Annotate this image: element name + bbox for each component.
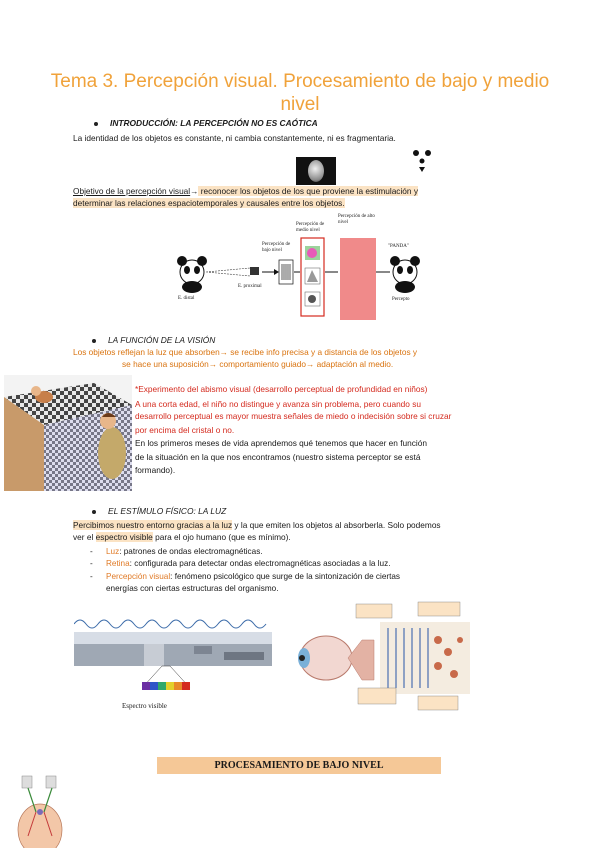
funcion-line1: Los objetos reflejan la luz que absorben→ se recibe info precisa y a distancia de los objetos y bbox=[73, 347, 418, 357]
objetivo-arrow: → bbox=[190, 186, 199, 196]
objetivo-text1: reconocer los objetos de los que proviene la estimulación y bbox=[198, 186, 418, 196]
page-title: Tema 3. Percepción visual. Procesamiento de bajo y medio nivel bbox=[50, 71, 550, 115]
estimulo-p1-rest: y la que emiten los objetos al absorberla. Solo podemos bbox=[232, 520, 441, 530]
bullet-icon bbox=[92, 510, 96, 514]
estimulo-p2a: ver el bbox=[73, 532, 96, 542]
label-proximal: E. proximal bbox=[238, 284, 262, 289]
intro-heading-text: INTRODUCCIÓN: LA PERCEPCIÓN NO ES CAÓTICA bbox=[110, 118, 318, 128]
estimulo-heading bbox=[92, 506, 226, 516]
visual-cliff-svg bbox=[4, 375, 132, 491]
label-percepto: Percepto bbox=[392, 297, 410, 302]
list-item-luz bbox=[90, 546, 263, 558]
abismo-line3: desarrollo perceptual es mayor muestra señales de miedo o indecisión sobre si cruzar bbox=[135, 411, 452, 421]
abismo-line1: *Experimento del abismo visual (desarrollo perceptual de profundidad en niños) bbox=[135, 384, 428, 394]
proximal-image-icon bbox=[250, 267, 259, 275]
label-alto: Percepción de alto nivel bbox=[338, 214, 375, 225]
visual-cliff-image bbox=[4, 375, 132, 491]
list-dash: - bbox=[90, 547, 93, 556]
abismo-line2: A una corta edad, el niño no distingue y avanza sin problema, pero cuando su bbox=[135, 399, 421, 409]
estimulo-p2-highlight: espectro visible bbox=[95, 532, 153, 542]
brain-figure bbox=[6, 772, 76, 848]
section-band-procesamiento: PROCESAMIENTO DE BAJO NIVEL bbox=[157, 757, 441, 774]
bullet-icon bbox=[92, 339, 96, 343]
estimulo-p2 bbox=[73, 532, 291, 543]
illusory-figure bbox=[410, 145, 434, 173]
abismo-line5: En los primeros meses de vida aprendemos qué tenemos que hacer en función bbox=[135, 438, 427, 448]
brain-svg bbox=[6, 772, 76, 848]
face-image bbox=[296, 157, 336, 185]
intro-heading bbox=[94, 118, 318, 128]
panda-percept-icon bbox=[390, 256, 420, 293]
text-retina: : configurada para detectar ondas electromagnéticas asociadas a la luz. bbox=[129, 559, 391, 568]
label-distal: E. distal bbox=[178, 296, 195, 301]
eye-retina-figure bbox=[288, 600, 478, 712]
term-luz: Luz bbox=[106, 547, 120, 556]
estimulo-p1 bbox=[73, 520, 553, 531]
eye-retina-svg bbox=[288, 600, 478, 712]
objetivo-line1 bbox=[73, 186, 543, 197]
bullet-icon bbox=[94, 122, 98, 126]
term-percepcion: Percepción visual bbox=[106, 572, 171, 581]
label-bajo: Percepción de bajo nivel bbox=[262, 242, 291, 253]
objetivo-label: Objetivo de la percepción visual bbox=[73, 186, 191, 196]
text-percepcion: : fenómeno psicológico que surge de la sintonización de ciertas bbox=[170, 572, 401, 581]
spectrum-caption: Espectro visible bbox=[122, 702, 167, 710]
estimulo-p2c: para el ojo humano (que es mínimo). bbox=[152, 532, 291, 542]
illusory-figure-svg bbox=[410, 145, 434, 173]
funcion-heading bbox=[92, 335, 215, 345]
label-medio: Percepción de medio nivel bbox=[296, 222, 325, 233]
spectrum-figure bbox=[74, 612, 272, 716]
funcion-heading-text: LA FUNCIÓN DE LA VISIÓN bbox=[108, 335, 216, 345]
list-dash: - bbox=[90, 559, 93, 568]
objetivo-line2 bbox=[73, 198, 345, 209]
spectrum-svg bbox=[74, 612, 272, 702]
abismo-line6: de la situación en la que nos encontramos (nuestro sistema perceptor se está bbox=[135, 452, 421, 462]
intro-text: La identidad de los objetos es constante, ni cambia constantemente, ni es fragmentaria. bbox=[73, 133, 396, 143]
funcion-line2: se hace una suposición→ comportamiento guiado→ adaptación al medio. bbox=[122, 359, 394, 369]
perception-diagram bbox=[170, 212, 432, 320]
face-shape bbox=[308, 160, 324, 182]
objetivo-text2: determinar las relaciones espaciotemporales y causales entre los objetos. bbox=[73, 198, 345, 208]
list-item-percepcion bbox=[90, 571, 400, 583]
term-retina: Retina bbox=[106, 559, 130, 568]
estimulo-heading-text: EL ESTÍMULO FÍSICO: LA LUZ bbox=[108, 506, 227, 516]
list-item-retina bbox=[90, 558, 390, 570]
list-item-percepcion-cont: energías con ciertas estructuras del organismo. bbox=[106, 584, 279, 593]
abismo-line4: por encima del cristal o no. bbox=[135, 425, 235, 435]
text-luz: : patrones de ondas electromagnéticas. bbox=[119, 547, 263, 556]
list-dash: - bbox=[90, 572, 93, 581]
high-level-box bbox=[340, 238, 376, 320]
panda-distal-icon bbox=[177, 256, 207, 293]
label-panda: "PANDA" bbox=[388, 244, 409, 249]
abismo-line7: formando). bbox=[135, 465, 176, 475]
estimulo-p1-highlight: Percibimos nuestro entorno gracias a la luz bbox=[73, 520, 233, 530]
